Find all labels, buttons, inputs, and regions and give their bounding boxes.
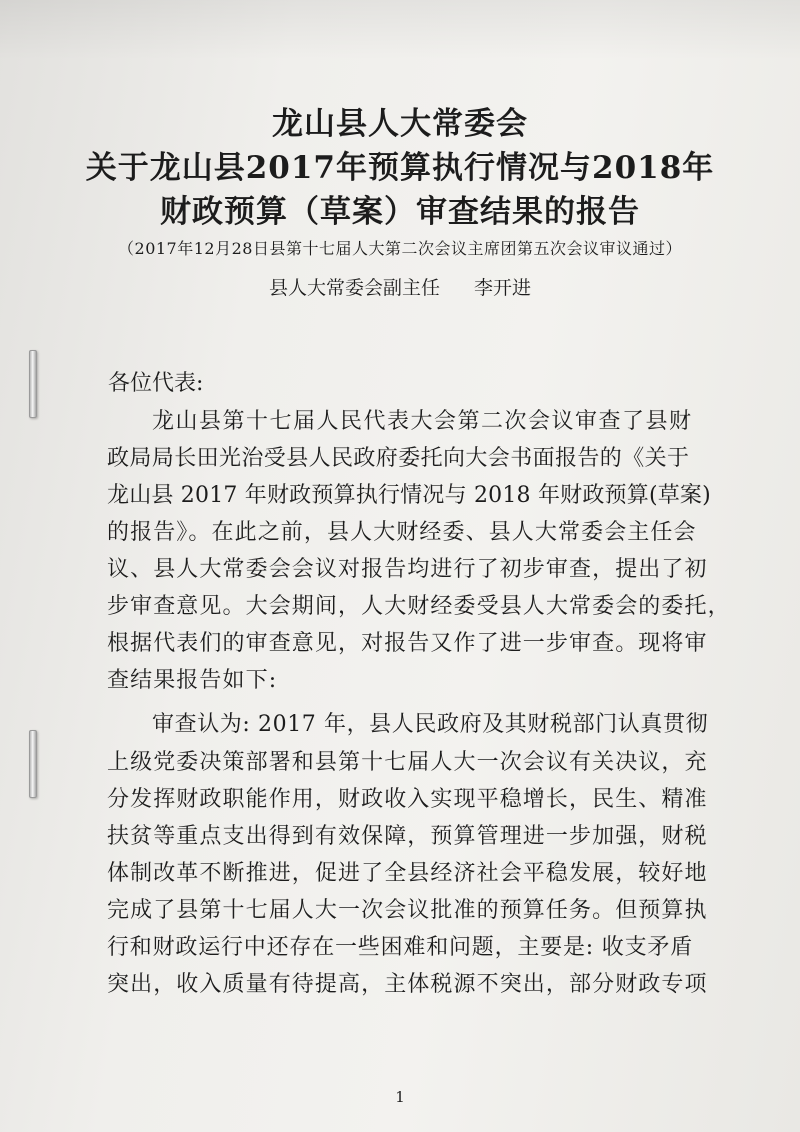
body-line: 政局局长田光治受县人民政府委托向大会书面报告的《关于 [107,446,690,471]
page-number: 1 [395,1088,405,1106]
body-line: 上级党委决策部署和县第十七届人大一次会议有关决议，充 [107,750,708,775]
body-line: 体制改革不断推进，促进了全县经济社会平稳发展，较好地 [107,861,708,886]
body-line: 完成了县第十七届人大一次会议批准的预算任务。但预算执 [107,898,708,923]
title-line-2: 关于龙山县2017年预算执行情况与2018年 [85,150,715,186]
title-line-1: 龙山县人大常委会 [272,106,528,142]
body-line: 行和财政运行中还存在一些困难和问题，主要是: 收支矛盾 [107,935,694,960]
author-name: 李开进 [474,277,532,299]
body-line: 根据代表们的审查意见，对报告又作了进一步审查。现将审 [107,631,708,656]
greeting: 各位代表: [108,371,204,396]
title-line-3: 财政预算（草案）审查结果的报告 [160,194,640,230]
staple-top [29,350,37,418]
body-line: 查结果报告如下: [107,668,278,693]
approval-note: （2017年12月28日县第十七届人大第二次会议主席团第五次会议审议通过） [118,239,682,258]
body-line: 扶贫等重点支出得到有效保障，预算管理进一步加强，财税 [107,824,708,849]
author-role: 县人大常委会副主任 [268,277,440,299]
body-line: 的报告》。在此之前，县人大财经委、县人大常委会主任会 [107,520,697,545]
body-line: 突出，收入质量有待提高，主体税源不突出，部分财政专项 [107,972,708,997]
body-line: 议、县人大常委会会议对报告均进行了初步审查，提出了初 [107,557,708,582]
staple-bottom [29,730,37,798]
author-line [0,273,800,300]
body-line: 龙山县第十七届人民代表大会第二次会议审查了县财 [152,409,693,434]
body-line: 审查认为: 2017 年，县人民政府及其财税部门认真贯彻 [152,712,709,737]
body-line: 龙山县 2017 年财政预算执行情况与 2018 年财政预算(草案) [107,483,711,508]
page-shadow [0,0,800,60]
body-line: 分发挥财政职能作用，财政收入实现平稳增长，民生、精准 [107,787,708,812]
body-line: 步审查意见。大会期间，人大财经委受县人大常委会的委托， [107,594,731,619]
